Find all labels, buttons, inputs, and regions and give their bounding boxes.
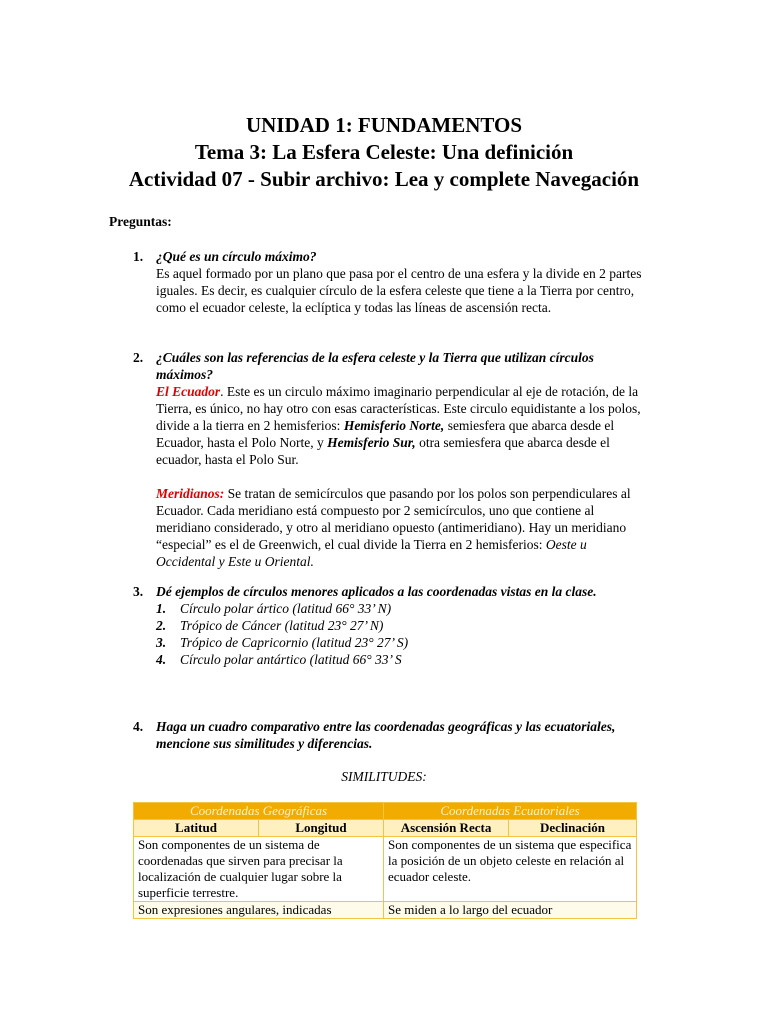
table-group-header-row	[134, 803, 637, 820]
question-answer: Es aquel formado por un plano que pasa por el centro de una esfera y la divide en 2 partes iguales. Es decir, es cualquier círculo de la esfera celeste que tiene a la Tierra por centro, como el ecuador celeste, la eclíptica y todas las líneas de ascensión recta.	[156, 266, 642, 315]
ecuador-text: . Este es un circulo máximo imaginario perpendicular al eje de rotación, de la Tierra, es único, no hay otro con esas características. Este circulo equidistante a los polos, divide a la tierra en 2 hemisferios:	[156, 384, 641, 433]
minor-circles-list	[133, 600, 649, 668]
table-row	[134, 837, 637, 902]
list-item: 3. Trópico de Capricornio (latitud 23° 27’ S)	[156, 635, 409, 650]
col-header-ascension-recta: Ascensión Recta	[384, 820, 509, 837]
question-number: 1.	[133, 249, 144, 264]
similitudes-label: SIMILITUDES:	[341, 769, 427, 784]
list-item: 1. Círculo polar ártico (latitud 66° 33’ N)	[156, 601, 392, 616]
question-title: Haga un cuadro comparativo entre las coordenadas geográficas y las ecuatoriales, mencione sus similitudes y diferencias.	[156, 719, 616, 751]
ecuador-label: El Ecuador	[156, 384, 221, 399]
question-1	[109, 248, 649, 316]
col-header-longitud: Longitud	[259, 820, 384, 837]
ecuador-text-3: otra semiesfera que abarca desde el ecuador, hasta el Polo Sur.	[156, 435, 610, 467]
question-title: ¿Cuáles son las referencias de la esfera celeste y la Tierra que utilizan círculos máximos?	[156, 350, 594, 382]
question-number: 4.	[133, 719, 144, 734]
table-header-row	[134, 820, 637, 837]
meridianos-label: Meridianos:	[156, 486, 225, 501]
meridianos-paragraph	[156, 485, 649, 570]
meridianos-italic: Oeste u Occidental y Este u Oriental.	[156, 537, 587, 569]
question-3	[109, 583, 649, 668]
hemisferio-sur: Hemisferio Sur,	[327, 435, 416, 450]
col-header-declinacion: Declinación	[509, 820, 637, 837]
table-cell: Son componentes de un sistema de coordenadas que sirven para precisar la localización de cualquier lugar sobre la superficie terrestre.	[134, 837, 384, 902]
activity-title: Actividad 07 - Subir archivo: Lea y complete Navegación	[128, 167, 640, 191]
question-4	[109, 718, 649, 752]
question-title: ¿Qué es un círculo máximo?	[156, 249, 317, 264]
question-title: Dé ejemplos de círculos menores aplicados a las coordenadas vistas en la clase.	[156, 584, 597, 599]
table-cell: Se miden a lo largo del ecuador	[384, 902, 637, 919]
group-header-ecuatoriales: Coordenadas Ecuatoriales	[384, 803, 637, 820]
question-number: 3.	[133, 584, 144, 599]
table-row	[134, 902, 637, 919]
topic-title: Tema 3: La Esfera Celeste: Una definición	[194, 140, 574, 164]
questions-label: Preguntas:	[109, 214, 172, 229]
meridianos-text: Se tratan de semicírculos que pasando por los polos son perpendiculares al Ecuador. Cada meridiano está compuesto por 2 semicírculos, uno que contiene al meridiano considerado, y otro al meridiano opuesto (antimeridiano). Hay un meridiano “especial” es el de Greenwich, el cual divide la Tierra en 2 hemisferios:	[156, 486, 631, 552]
comparison-table	[133, 802, 637, 919]
table-cell: Son componentes de un sistema que especifica la posición de un objeto celeste en relación al ecuador celeste.	[384, 837, 637, 902]
question-number: 2.	[133, 350, 144, 365]
question-2	[109, 349, 649, 570]
hemisferio-norte: Hemisferio Norte,	[343, 418, 445, 433]
group-header-geograficas: Coordenadas Geográficas	[134, 803, 384, 820]
table-cell: Son expresiones angulares, indicadas	[134, 902, 384, 919]
list-item: 2. Trópico de Cáncer (latitud 23° 27’ N)	[156, 618, 384, 633]
document-header	[0, 112, 768, 193]
unit-title: UNIDAD 1: FUNDAMENTOS	[245, 113, 523, 137]
col-header-latitud: Latitud	[134, 820, 259, 837]
ecuador-text-2: semiesfera que abarca desde el Ecuador, hasta el Polo Norte, y	[156, 418, 615, 450]
list-item: 4. Círculo polar antártico (latitud 66° 33’ S	[156, 652, 402, 667]
ecuador-paragraph	[156, 383, 649, 468]
